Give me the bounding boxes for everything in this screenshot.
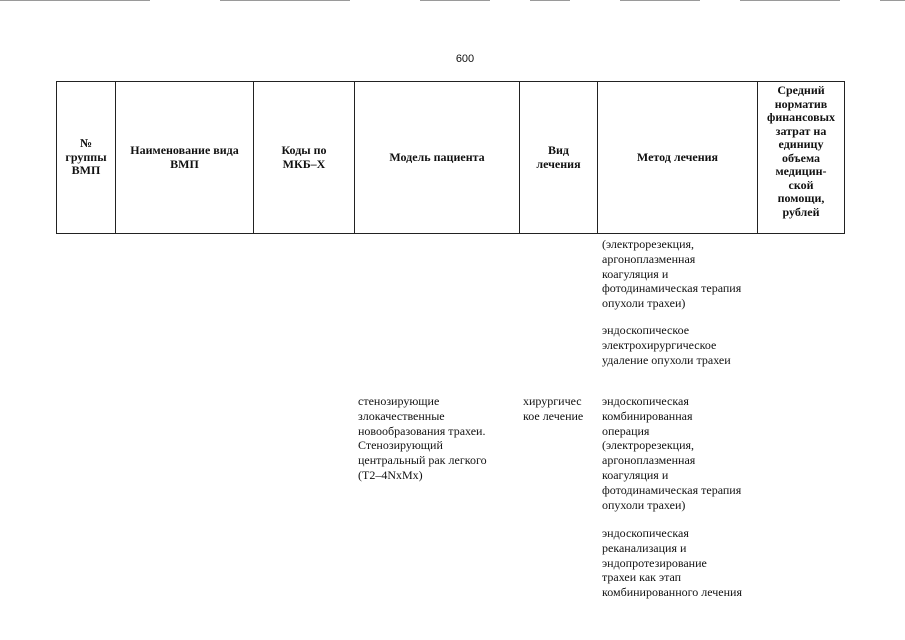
header-line: Модель пациента	[389, 149, 485, 164]
text-line: фотодинамическая терапия	[602, 482, 742, 497]
header-treatment-kind	[520, 82, 598, 234]
text-line: фотодинамическая терапия	[602, 281, 742, 296]
header-line: объема	[781, 150, 821, 165]
scan-edge-line	[880, 0, 905, 1]
header-group-number	[57, 82, 116, 234]
header-vmp-name	[116, 82, 254, 234]
text-line: коагуляция и	[602, 266, 669, 281]
header-line: лечения	[536, 156, 581, 171]
text-line: коагуляция и	[602, 467, 669, 482]
method-text-continued	[602, 237, 741, 311]
header-average-cost	[758, 82, 845, 234]
header-line: Вид	[548, 143, 569, 157]
text-line: (электрорезекция,	[602, 237, 695, 251]
header-line: помощи,	[777, 191, 825, 205]
page-number: 600	[455, 53, 475, 65]
header-line: единицу	[778, 137, 824, 151]
text-line: эндопротезирование	[602, 555, 707, 570]
text-line: комбинированного лечения	[602, 585, 742, 600]
scan-edge-line	[220, 0, 350, 1]
scan-edge-line	[0, 0, 150, 1]
header-line: рублей	[782, 204, 820, 219]
scan-edge-line	[740, 0, 840, 1]
text-line: эндоскопическая	[602, 526, 689, 540]
patient-model-text	[358, 394, 487, 483]
method-text-electrosurgical	[602, 323, 731, 367]
header-line: Средний	[777, 83, 825, 97]
header-line: ВМП	[71, 163, 101, 178]
header-line: затрат на	[775, 123, 827, 138]
text-line: операция	[602, 423, 650, 438]
header-line: Метод лечения	[636, 149, 719, 164]
text-line: новообразования трахеи.	[358, 423, 486, 438]
text-line: аргоноплазменная	[602, 453, 696, 468]
text-line: реканализация и	[602, 540, 687, 555]
header-line: ской	[788, 177, 814, 192]
header-line: группы	[65, 149, 107, 164]
text-line: аргоноплазменная	[602, 251, 696, 266]
text-line: Стенозирующий	[358, 438, 443, 453]
text-line: опухоли трахеи)	[602, 497, 686, 512]
header-row	[57, 82, 845, 234]
text-line: злокачественные	[358, 408, 445, 423]
method-text-recanalization	[602, 526, 742, 600]
text-line: хирургичес	[523, 394, 582, 408]
header-line: Наименование вида	[130, 143, 239, 157]
header-treatment-method	[598, 82, 758, 234]
text-line: эндоскопическое	[602, 323, 690, 337]
text-line: центральный рак легкого	[358, 453, 487, 468]
header-line: МКБ–Х	[282, 156, 326, 171]
text-line: эндоскопическая	[602, 394, 689, 408]
header-line: №	[79, 136, 93, 151]
header-icd-codes	[254, 82, 355, 234]
scan-edge-line	[620, 0, 700, 1]
scan-edge-line	[530, 0, 570, 1]
scan-edge-line	[420, 0, 490, 1]
text-line: трахеи как этап	[602, 570, 682, 585]
text-line: опухоли трахеи)	[602, 296, 686, 311]
header-line: ВМП	[170, 156, 199, 171]
text-line: удаление опухоли трахеи	[602, 352, 731, 367]
text-line: стенозирующие	[358, 394, 440, 408]
header-line: финансовых	[767, 110, 835, 124]
text-line: (электрорезекция,	[602, 438, 695, 453]
method-text-combined-operation	[602, 394, 741, 512]
header-line: медицин-	[775, 164, 827, 178]
header-line: норматив	[774, 96, 828, 111]
header-line: Коды по	[281, 143, 327, 157]
text-line: кое лечение	[523, 408, 584, 423]
text-line: (T2–4NxMx)	[358, 467, 423, 482]
treatment-kind-text	[523, 394, 583, 424]
text-line: электрохирургическое	[602, 337, 717, 352]
header-patient-model	[355, 82, 520, 234]
table-header	[56, 81, 845, 234]
text-line: комбинированная	[602, 408, 693, 423]
